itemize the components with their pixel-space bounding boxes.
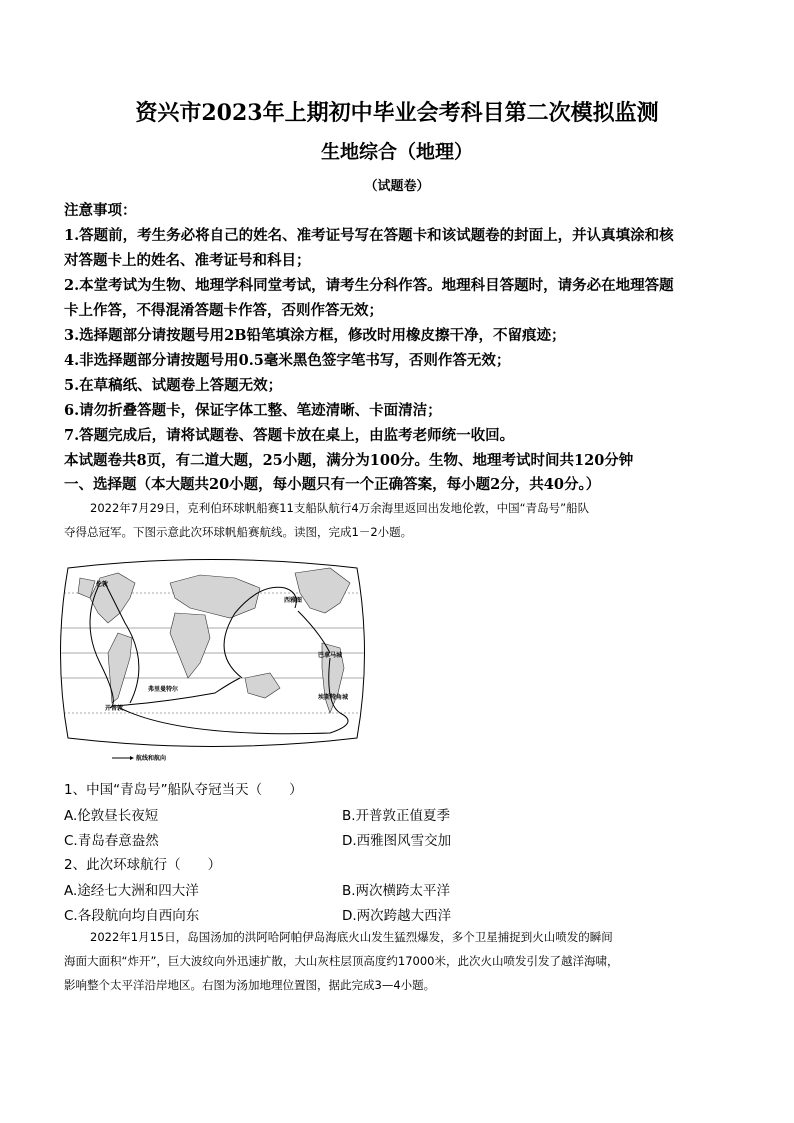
passage-line: 影响整个太平洋沿岸地区。右图为汤加地理位置图，据此完成3—4小题。	[64, 978, 436, 992]
intro-line: 2022年7月29日，克利伯环球帆船赛11支船队航行4万余海里返回出发地伦敦，中国“青岛号”船队	[90, 501, 590, 515]
passage-line: 海面大面积“炸开”，巨大波纹向外迅速扩散，大山灰柱层顶高度约17000米，此次火山喷发引发了越洋海啸，	[64, 954, 619, 968]
notice-line: 卡上作答，不得混淆答题卡作答，否则作答无效；	[64, 302, 383, 319]
question-1-option-b: B.开普敦正值夏季	[342, 808, 451, 824]
question-2-option-c: C.各段航向均自西向东	[64, 908, 200, 924]
intro-line: 夺得总冠军。下图示意此次环球帆船赛航线。读图，完成1－2小题。	[64, 525, 413, 539]
notice-line: 1.答题前，考生务必将自己的姓名、准考证号写在答题卡和该试题卷的封面上，并认真填涂和核	[64, 227, 674, 244]
notice-heading: 注意事项：	[64, 202, 137, 219]
question-2-option-d: D.两次跨越大西洋	[342, 908, 452, 924]
notice-line: 3.选择题部分请按题号用2B铅笔填涂方框，修改时用橡皮擦干净，不留痕迹；	[64, 327, 566, 344]
route-map	[60, 553, 365, 768]
exam-tag: （试题卷）	[364, 179, 430, 194]
notice-line: 4.非选择题部分请按题号用0.5毫米黑色签字笔书写，否则作答无效；	[64, 352, 511, 369]
question-1-option-d: D.西雅图风雪交加	[342, 833, 452, 849]
notice-line: 对答题卡上的姓名、准考证号和科目；	[64, 252, 311, 269]
question-2-stem: 2、此次环球航行（ ）	[64, 857, 222, 873]
map-label-london: 伦敦	[96, 581, 109, 588]
question-2-option-a: A.途经七大洲和四大洋	[64, 883, 199, 899]
map-label-capetown: 开普敦	[105, 705, 124, 712]
notice-line: 2.本堂考试为生物、地理学科同堂考试，请考生分科作答。地理科目答题时，请务必在地理答题	[64, 277, 674, 294]
passage-line: 2022年1月15日，岛国汤加的洪阿哈阿帕伊岛海底火山发生猛烈爆发，多个卫星捕捉到火山喷发的瞬间	[90, 930, 613, 944]
question-2-option-b: B.两次横跨太平洋	[342, 883, 451, 899]
map-label-fremantle: 弗里曼特尔	[148, 686, 179, 693]
notice-line: 6.请勿折叠答题卡，保证字体工整、笔迹清晰、卡面清洁；	[64, 402, 442, 419]
map-legend-label: 航线和航向	[136, 755, 167, 762]
question-1-option-c: C.青岛春意盎然	[64, 833, 159, 849]
exam-subtitle: 生地综合（地理）	[320, 141, 473, 163]
map-label-panama: 巴拿马城	[318, 652, 343, 659]
notice-line: 5.在草稿纸、试题卷上答题无效；	[64, 377, 283, 394]
map-label-seattle: 西雅图	[284, 597, 303, 604]
legend-arrow-icon	[130, 756, 134, 760]
map-label-punta: 埃斯特角城	[318, 694, 349, 701]
section-heading: 一、选择题（本大题共20小题，每小题只有一个正确答案，每小题2分，共40分。）	[64, 476, 601, 493]
exam-info-line: 本试题卷共8页，有二道大题，25小题，满分为100分。生物、地理考试时间共120分钟	[64, 452, 634, 469]
exam-title: 资兴市2023年上期初中毕业会考科目第二次模拟监测	[135, 100, 659, 126]
question-1-stem: 1、中国“青岛号”船队夺冠当天（ ）	[64, 782, 303, 798]
question-1-option-a: A.伦敦昼长夜短	[64, 808, 159, 824]
notice-line: 7.答题完成后，请将试题卷、答题卡放在桌上，由监考老师统一收回。	[64, 427, 515, 444]
